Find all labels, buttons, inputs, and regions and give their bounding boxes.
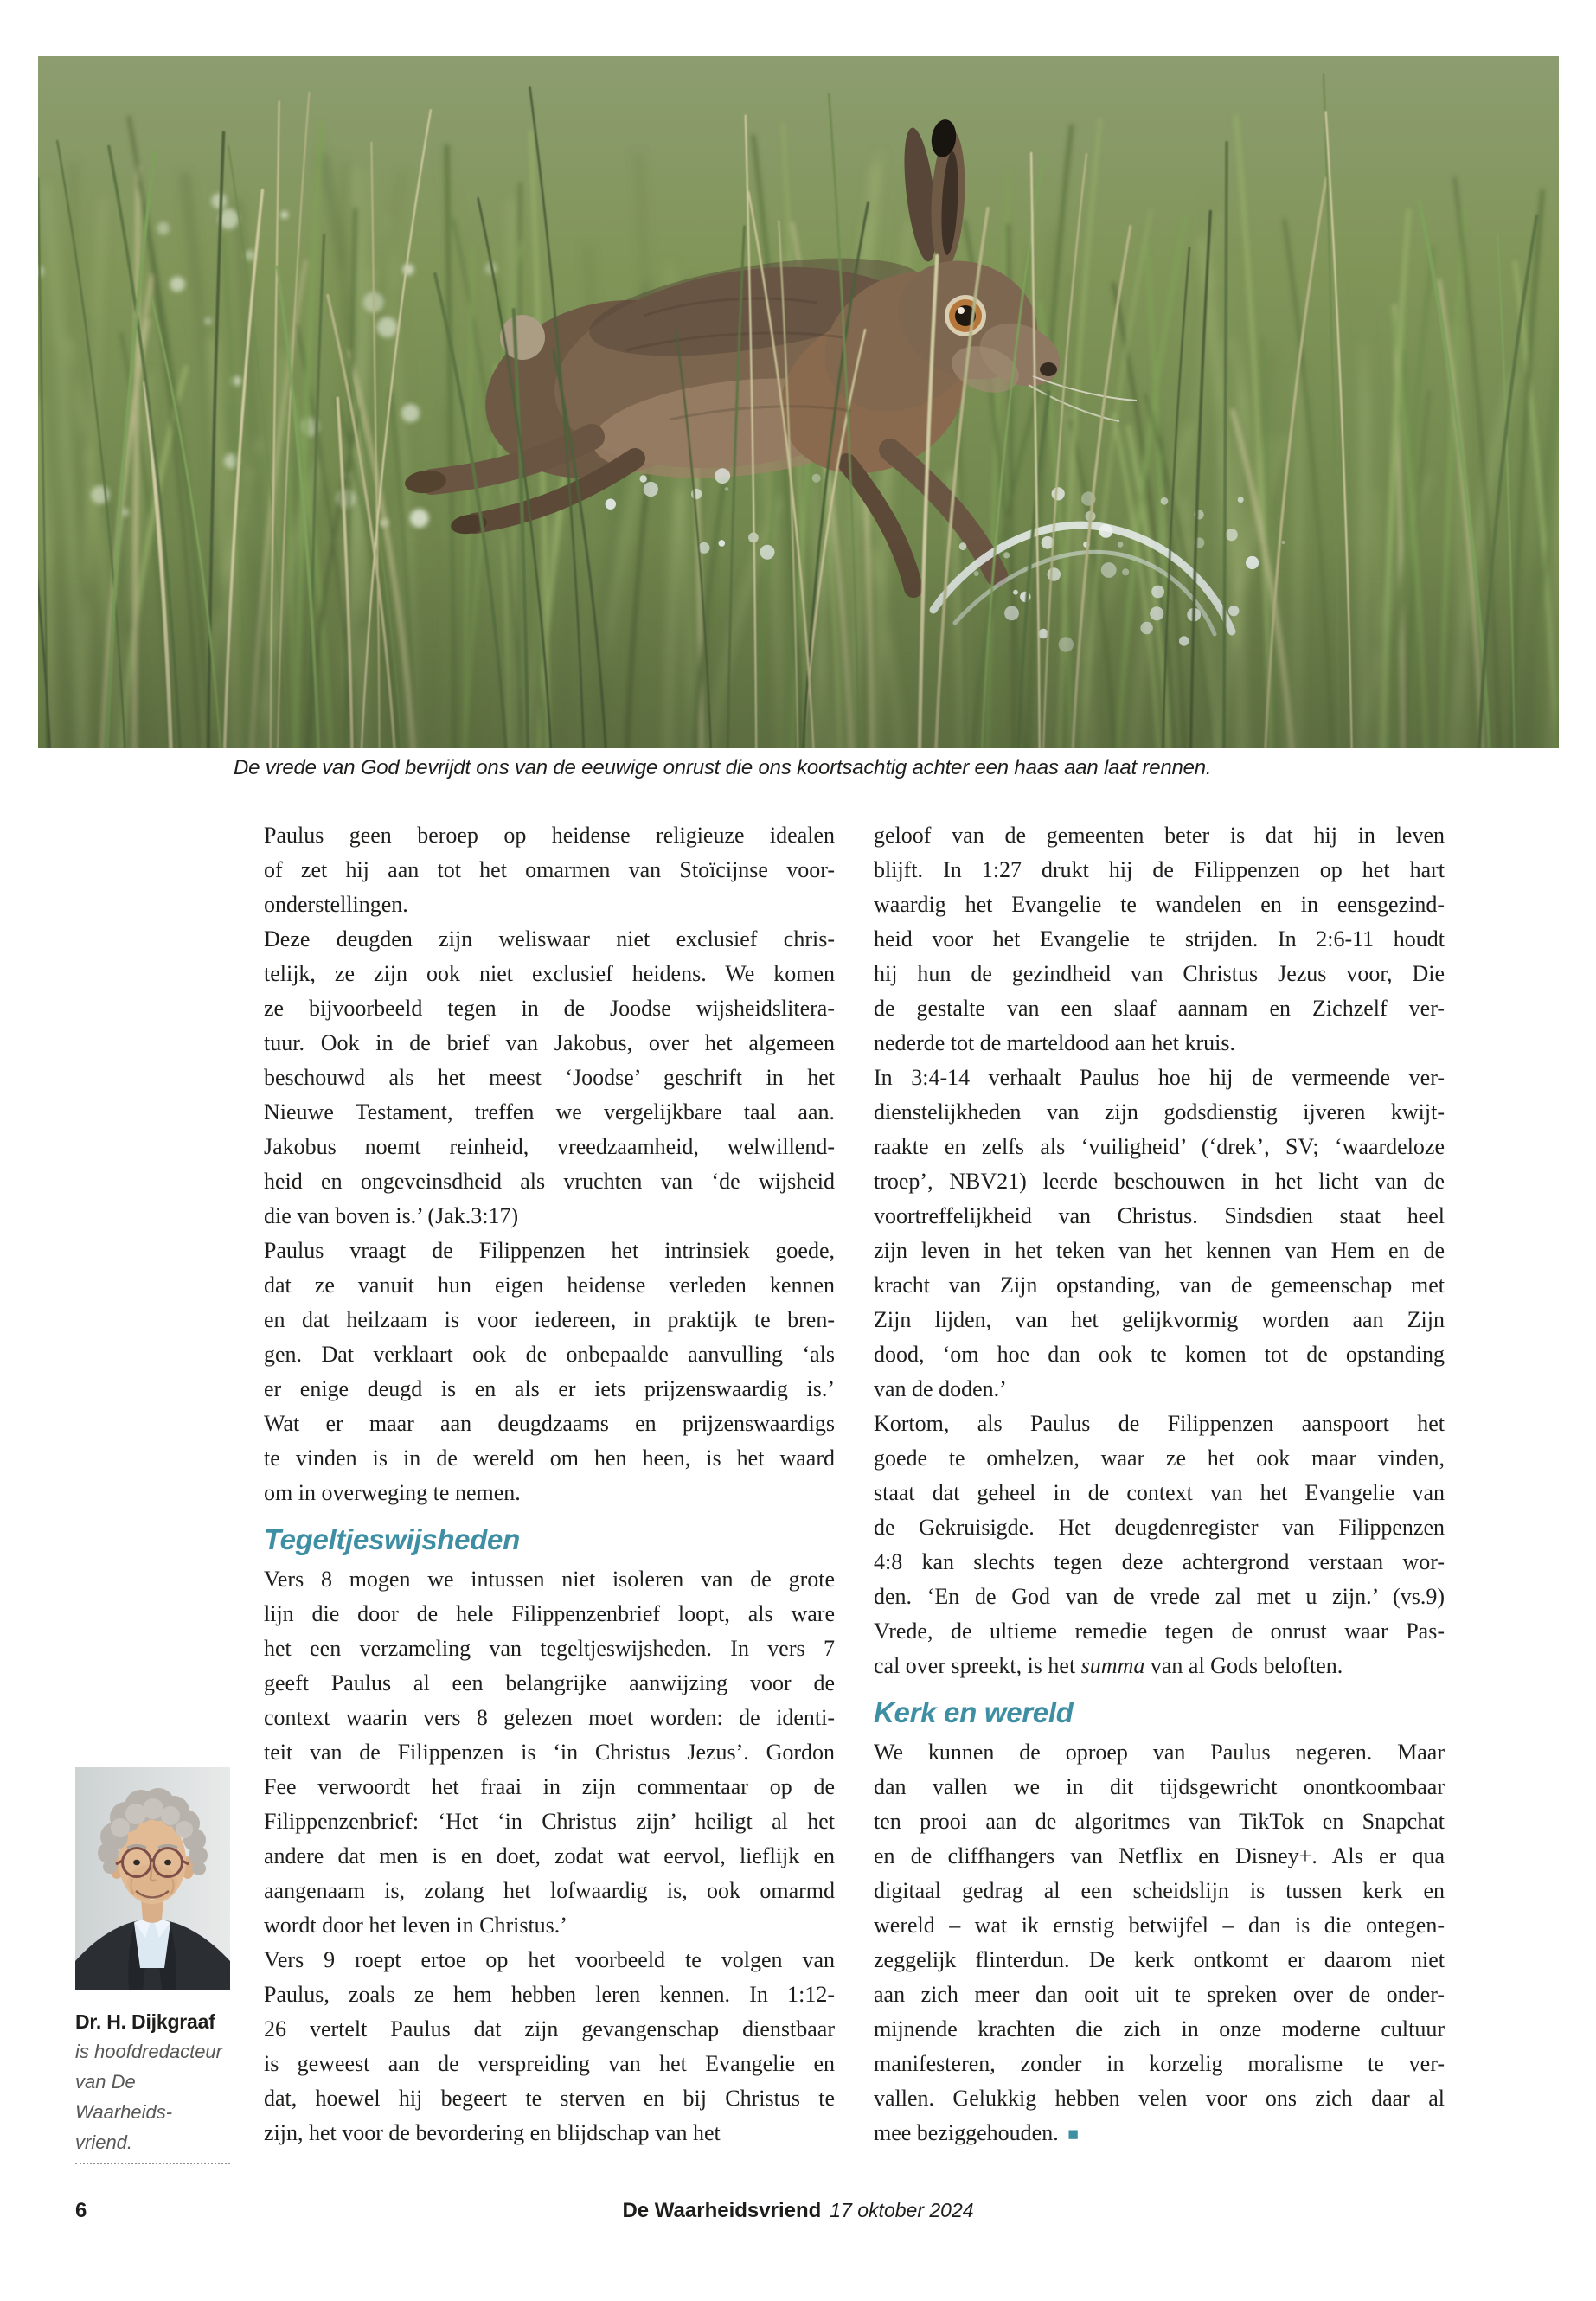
footer-magazine-title: De Waarheidsvriend bbox=[622, 2199, 822, 2222]
text-line: hij hun de gezindheid van Christus Jezus voor, Die bbox=[874, 961, 1445, 986]
photo-caption: De vrede van God bevrijdt ons van de eeuwige onrust die ons koortsachtig achter een haas aan laat rennen. bbox=[234, 756, 1212, 779]
text-line: van de doden.’ bbox=[874, 1376, 1007, 1401]
author-role-line: is hoofdredacteur bbox=[75, 2041, 222, 2062]
author-name: Dr. H. Dijkgraaf bbox=[75, 2010, 215, 2033]
text-line: raakte en zelfs als ‘vuiligheid’ (‘drek’, SV; ‘waardeloze bbox=[874, 1134, 1445, 1159]
text-line: te vinden is in de wereld om hen heen, is het waard bbox=[264, 1445, 835, 1471]
author-role-line: van De Waarheids- bbox=[75, 2071, 173, 2123]
paragraph bbox=[264, 818, 835, 922]
text-line: heid en ongeveinsdheid als vruchten van ‘de wijsheid bbox=[264, 1169, 835, 1194]
footer-center bbox=[0, 2199, 1596, 2223]
page-number: 6 bbox=[75, 2199, 87, 2222]
text-line: We kunnen de oproep van Paulus negeren. Maar bbox=[874, 1740, 1445, 1765]
text-line: Paulus geen beroep op heidense religieuze idealen bbox=[264, 823, 835, 848]
text-line: cal over spreekt, is het summa van al Gods beloften. bbox=[874, 1653, 1343, 1678]
text-line: Kortom, als Paulus de Filippenzen aanspoort het bbox=[874, 1411, 1445, 1436]
text-line: nederde tot de marteldood aan het kruis. bbox=[874, 1030, 1236, 1055]
text-line: geloof van de gemeenten beter is dat hij in leven bbox=[874, 823, 1445, 848]
text-line: dat ze vanuit hun eigen heidense verleden kennen bbox=[264, 1272, 835, 1298]
author-card bbox=[75, 1767, 230, 2164]
page-footer bbox=[0, 2199, 1596, 2234]
text-line: waardig het Evangelie te wandelen en in eensgezind- bbox=[874, 892, 1445, 917]
text-line: dat, hoewel hij begeert te sterven en bij Christus te bbox=[264, 2086, 835, 2111]
text-line: andere dat men is en doet, zodat wat eervol, lieflijk en bbox=[264, 1843, 835, 1868]
text-line: wereld – wat ik ernstig betwijfel – dan is die ontegen- bbox=[874, 1913, 1445, 1938]
paragraph bbox=[874, 1735, 1445, 2151]
text-line: 4:8 kan slechts tegen deze achtergrond verstaan wor- bbox=[874, 1549, 1445, 1574]
text-line: en de cliffhangers van Netflix en Disney+. Als er qua bbox=[874, 1843, 1445, 1868]
footer-date: 17 oktober 2024 bbox=[830, 2199, 974, 2221]
text-line: wordt door het leven in Christus.’ bbox=[264, 1913, 567, 1938]
text-line: of zet hij aan tot het omarmen van Stoïcijnse voor- bbox=[264, 857, 835, 882]
text-line: Paulus, zoals ze hem hebben leren kennen. In 1:12- bbox=[264, 1982, 835, 2007]
text-line: zijn, het voor de bevordering en blijdschap van het bbox=[264, 2120, 721, 2145]
text-line: heid voor het Evangelie te strijden. In 2:6-11 houdt bbox=[874, 926, 1445, 952]
text-line: teit van de Filippenzen is ‘in Christus Jezus’. Gordon bbox=[264, 1740, 835, 1765]
text-line: aangenaam is, zolang het lofwaardig is, ook omarmd bbox=[264, 1878, 835, 1903]
text-line: Vers 9 roept ertoe op het voorbeeld te volgen van bbox=[264, 1947, 835, 1972]
text-line: de gestalte van een slaaf aannam en Zichzelf ver- bbox=[874, 996, 1445, 1021]
text-line: blijft. In 1:27 drukt hij de Filippenzen op het hart bbox=[874, 857, 1445, 882]
text-line: lijn die door de hele Filippenzenbrief loopt, als ware bbox=[264, 1601, 835, 1626]
author-role bbox=[75, 2036, 230, 2157]
text-line: dan vallen we in dit tijdsgewricht onontkoombaar bbox=[874, 1774, 1445, 1799]
text-line: goede te omhelzen, waar ze het ook maar vinden, bbox=[874, 1445, 1445, 1471]
text-line: mee beziggehouden. ■ bbox=[874, 2120, 1080, 2145]
text-line: zijn leven in het teken van het kennen van Hem en de bbox=[874, 1238, 1445, 1263]
hare-photo-illustration bbox=[38, 56, 1559, 748]
text-line: Vers 8 mogen we intussen niet isoleren van de grote bbox=[264, 1567, 835, 1592]
text-line: ten prooi aan de algoritmes van TikTok en Snapchat bbox=[874, 1809, 1445, 1834]
text-line: mijnende krachten die zich in onze moderne cultuur bbox=[874, 2016, 1445, 2041]
text-line: manifesteren, zonder in korzelig moralisme te ver- bbox=[874, 2051, 1445, 2076]
text-line: voortreffelijkheid van Christus. Sindsdien staat heel bbox=[874, 1203, 1445, 1228]
text-line: Nieuwe Testament, treffen we vergelijkbare taal aan. bbox=[264, 1099, 835, 1125]
text-line: het een verzameling van tegeltjeswijsheden. In vers 7 bbox=[264, 1636, 835, 1661]
author-photo bbox=[75, 1767, 230, 1990]
end-mark: ■ bbox=[1067, 2124, 1080, 2144]
text-line: aan zich meer dan ooit uit te spreken over de onder- bbox=[874, 1982, 1445, 2007]
paragraph bbox=[264, 922, 835, 1234]
text-line: om in overweging te nemen. bbox=[264, 1480, 521, 1505]
paragraph bbox=[264, 1562, 835, 1943]
text-line: Filippenzenbrief: ‘Het ‘in Christus zijn’ heiligt al het bbox=[264, 1809, 835, 1834]
text-line: In 3:4-14 verhaalt Paulus hoe hij de vermeende ver- bbox=[874, 1065, 1445, 1090]
text-line: die van boven is.’ (Jak.3:17) bbox=[264, 1203, 519, 1228]
paragraph bbox=[874, 818, 1445, 1061]
text-line: vallen. Gelukkig hebben velen voor ons zich daar al bbox=[874, 2086, 1445, 2111]
text-line: Deze deugden zijn weliswaar niet exclusief chris- bbox=[264, 926, 835, 952]
text-line: tuur. Ook in de brief van Jakobus, over het algemeen bbox=[264, 1030, 835, 1055]
text-line: Wat er maar aan deugdzaams en prijzenswaardigs bbox=[264, 1411, 835, 1436]
paragraph bbox=[874, 1061, 1445, 1407]
text-line: dood, ‘om hoe dan ook te komen tot de opstanding bbox=[874, 1342, 1445, 1367]
text-line: telijk, ze zijn ook niet exclusief heidens. We komen bbox=[264, 961, 835, 986]
text-line: ze bijvoorbeeld tegen in de Joodse wijsheidslitera- bbox=[264, 996, 835, 1021]
text-line: er enige deugd is en als er iets prijzenswaardig is.’ bbox=[264, 1376, 835, 1401]
text-line: beschouwd als het meest ‘Joodse’ geschrift in het bbox=[264, 1065, 835, 1090]
column-left bbox=[264, 818, 835, 2150]
text-line: Jakobus noemt reinheid, vreedzaamheid, welwillend- bbox=[264, 1134, 835, 1159]
bottom-vignette bbox=[38, 56, 1559, 748]
text-line: Zijn lijden, van het gelijkvormig worden aan Zijn bbox=[874, 1307, 1445, 1332]
paragraph bbox=[264, 1943, 835, 2150]
text-line: den. ‘En de God van de vrede zal met u zijn.’ (vs.9) bbox=[874, 1584, 1445, 1609]
text-line: Vrede, de ultieme remedie tegen de onrust waar Pas- bbox=[874, 1618, 1445, 1644]
text-line: is geweest aan de verspreiding van het Evangelie en bbox=[264, 2051, 835, 2076]
text-line: gen. Dat verklaart ook de onbepaalde aanvulling ‘als bbox=[264, 1342, 835, 1367]
section-heading: Kerk en wereld bbox=[874, 1696, 1074, 1728]
author-divider bbox=[75, 2163, 230, 2164]
text-line: Paulus vraagt de Filippenzen het intrinsiek goede, bbox=[264, 1238, 835, 1263]
text-line: onderstellingen. bbox=[264, 892, 408, 917]
column-right bbox=[874, 818, 1445, 2151]
text-line: Fee verwoordt het fraai in zijn commentaar op de bbox=[264, 1774, 835, 1799]
hero-photo bbox=[38, 56, 1559, 748]
paragraph bbox=[874, 1407, 1445, 1683]
text-line: geeft Paulus al een belangrijke aanwijzing voor de bbox=[264, 1670, 835, 1695]
paragraph bbox=[264, 1234, 835, 1510]
author-role-line: vriend. bbox=[75, 2131, 133, 2153]
text-line: troep’, NBV21) leerde beschouwen in het licht van de bbox=[874, 1169, 1445, 1194]
text-line: context waarin vers 8 gelezen moet worden: de identi- bbox=[264, 1705, 835, 1730]
section-heading: Tegeltjeswijsheden bbox=[264, 1523, 520, 1555]
text-line: staat dat geheel in de context van het Evangelie van bbox=[874, 1480, 1445, 1505]
text-line: 26 vertelt Paulus dat zijn gevangenschap dienstbaar bbox=[264, 2016, 835, 2041]
text-line: digitaal gedrag al een scheidslijn is tussen kerk en bbox=[874, 1878, 1445, 1903]
text-line: zeggelijk flinterdun. De kerk ontkomt er daarom niet bbox=[874, 1947, 1445, 1972]
text-line: en dat heilzaam is voor iedereen, in praktijk te bren- bbox=[264, 1307, 835, 1332]
text-line: kracht van Zijn opstanding, van de gemeenschap met bbox=[874, 1272, 1445, 1298]
text-line: dienstelijkheden van zijn godsdienstig ijveren kwijt- bbox=[874, 1099, 1445, 1125]
text-line: de Gekruisigde. Het deugdenregister van Filippenzen bbox=[874, 1515, 1445, 1540]
